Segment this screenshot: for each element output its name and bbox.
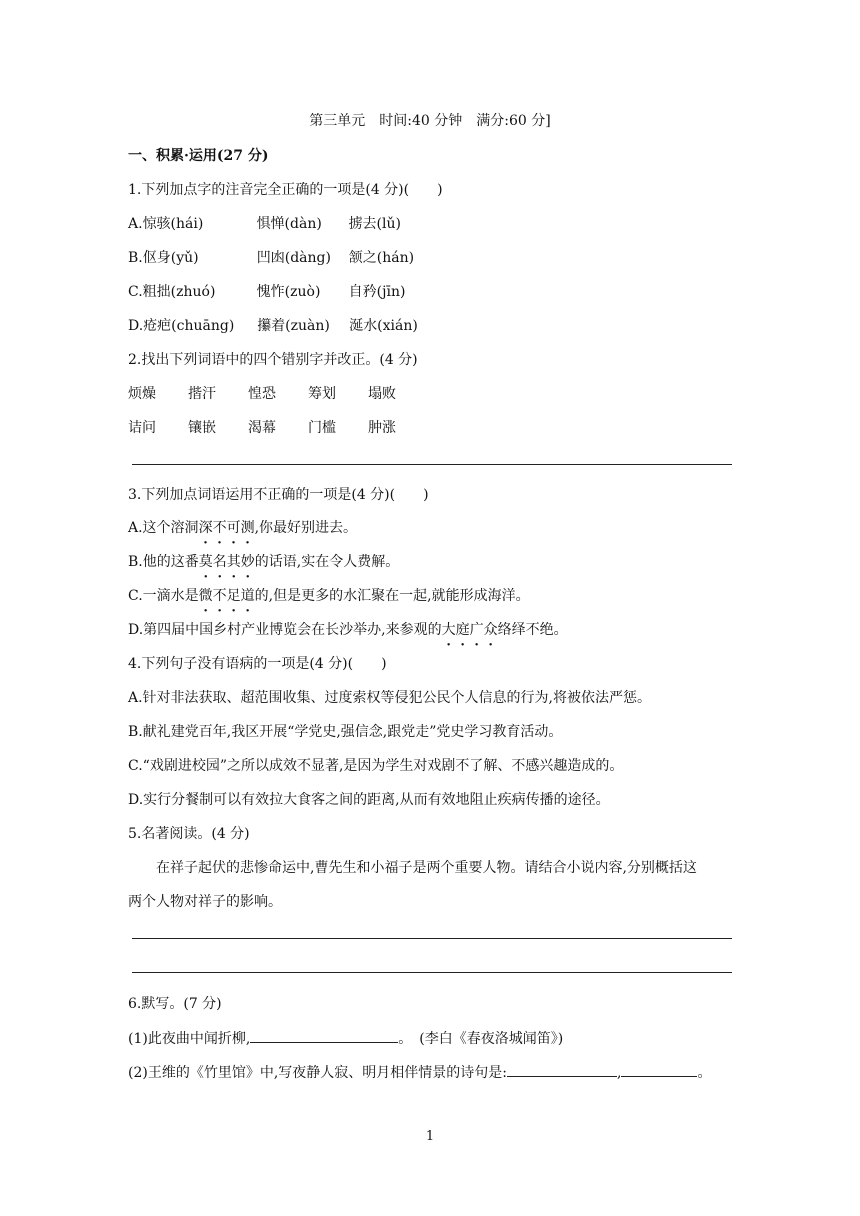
q1-option-a [128, 214, 401, 234]
emphasis-char: 其 [226, 554, 241, 570]
option-word: 伛身(yǔ) [142, 250, 199, 266]
q4-option-b: B.献礼建党百年,我区开展“学党史,强信念,跟党走”党史学习教育活动。 [128, 724, 563, 740]
word: 筹划 [308, 386, 336, 402]
q4-option-a: A.针对非法获取、超范围收集、过度索权等侵犯公民个人信息的行为,将被依法严惩。 [128, 690, 652, 706]
section-heading: 一、积累·运用(27 分) [128, 148, 269, 164]
emphasis-char: 妙 [240, 554, 255, 570]
emphasis-char: 莫 [198, 554, 213, 570]
q6-item-2 [128, 1062, 711, 1083]
emphasis-char: 名 [212, 554, 227, 570]
q1-option-d [128, 316, 418, 336]
q3-option-a [128, 518, 357, 538]
q2-words-row-2 [128, 418, 428, 438]
q3-stem: 3.下列加点词语运用不正确的一项是(4 分)( ) [128, 487, 429, 503]
q4-option-c: C.“戏剧进校园”之所以成效不显著,是因为学生对戏剧不了解、不感兴趣造成的。 [128, 758, 624, 774]
option-word: 自矜(jīn) [348, 284, 406, 300]
word: 烦燥 [128, 386, 156, 402]
emphasis-char: 众 [483, 622, 498, 638]
dotted-word [442, 622, 498, 638]
word: 诘问 [128, 420, 156, 436]
option-word: 惧惮(dàn) [256, 216, 322, 232]
option-word: 愧怍(zuò) [256, 284, 321, 300]
page-title: 第三单元 时间:40 分钟 满分:60 分] [309, 113, 551, 129]
dotted-word [199, 554, 255, 570]
emphasis-char: 深 [198, 520, 213, 536]
option-word: 掳去(lǔ) [348, 216, 401, 232]
answer-line[interactable] [132, 938, 732, 939]
q2-words-row-1 [128, 384, 428, 404]
text: (2)王维的《竹里馆》中,写夜静人寂、明月相伴情景的诗句是: [128, 1065, 507, 1081]
emphasis-char: 不 [212, 588, 227, 604]
text: ,你最好别进去。 [254, 520, 358, 536]
option-letter: A. [128, 216, 143, 232]
dotted-word [199, 520, 255, 536]
word: 门槛 [308, 420, 336, 436]
word: 镶嵌 [188, 420, 216, 436]
q4-option-d: D.实行分餐制可以有效拉大食客之间的距离,从而有效地阻止疾病传播的途径。 [128, 792, 610, 808]
emphasis-char: 测 [240, 520, 255, 536]
q3-option-b [128, 552, 399, 572]
option-letter: B. [128, 250, 143, 266]
fill-blank[interactable] [250, 1028, 398, 1043]
emphasis-char: 广 [469, 622, 484, 638]
option-word: 颔之(hán) [348, 250, 415, 266]
text: (1)此夜曲中闻折柳, [128, 1031, 251, 1047]
text: A.这个溶洞 [128, 520, 199, 536]
q5-paragraph-line-2: 两个人物对祥子的影响。 [128, 894, 282, 910]
emphasis-char: 可 [226, 520, 241, 536]
q5-paragraph-line-1: 在祥子起伏的悲惨命运中,曹先生和小福子是两个重要人物。请结合小说内容,分别概括这 [156, 860, 697, 876]
q1-stem: 1.下列加点字的注音完全正确的一项是(4 分)( ) [128, 182, 443, 198]
word: 塌败 [368, 386, 396, 402]
word: 渴幕 [248, 420, 276, 436]
word: 惶恐 [248, 386, 276, 402]
option-word: 攥着(zuàn) [257, 318, 330, 334]
text: 。 (李白《春夜洛城闻笛》) [398, 1031, 564, 1047]
q5-stem: 5.名著阅读。(4 分) [128, 826, 250, 842]
emphasis-char: 足 [226, 588, 241, 604]
text: 的,但是更多的水汇聚在一起,就能形成海洋。 [254, 588, 530, 604]
page-number: 1 [425, 1129, 435, 1144]
q6-item-1 [128, 1028, 563, 1049]
emphasis-char: 庭 [455, 622, 470, 638]
emphasis-char: 不 [212, 520, 227, 536]
option-letter: D. [128, 318, 144, 334]
word: 肿涨 [368, 420, 396, 436]
option-letter: C. [128, 284, 143, 300]
text: B.他的这番 [128, 554, 199, 570]
q3-option-d [128, 620, 568, 640]
option-word: 粗拙(zhuó) [142, 284, 216, 300]
text: D.第四届中国乡村产业博览会在长沙举办,来参观的 [128, 622, 442, 638]
q2-stem: 2.找出下列词语中的四个错别字并改正。(4 分) [128, 352, 418, 368]
text: C.一滴水是 [128, 588, 199, 604]
text: , [617, 1065, 622, 1081]
option-word: 凹凼(dàng) [256, 250, 331, 266]
answer-line[interactable] [132, 972, 732, 973]
q3-option-c [128, 586, 530, 606]
text: 。 [697, 1065, 712, 1081]
q1-option-b [128, 248, 414, 268]
q1-option-c [128, 282, 405, 302]
answer-line[interactable] [132, 464, 732, 465]
option-word: 惊骇(hái) [142, 216, 204, 232]
q6-stem: 6.默写。(7 分) [128, 996, 222, 1012]
text: 的话语,实在令人费解。 [254, 554, 400, 570]
emphasis-char: 道 [240, 588, 255, 604]
fill-blank[interactable] [621, 1062, 697, 1077]
option-word: 涎水(xián) [349, 318, 418, 334]
emphasis-char: 大 [441, 622, 456, 638]
q4-stem: 4.下列句子没有语病的一项是(4 分)( ) [128, 656, 387, 672]
text: 络绎不绝。 [497, 622, 568, 638]
word: 揩汗 [188, 386, 216, 402]
dotted-word [199, 588, 255, 604]
fill-blank[interactable] [507, 1062, 617, 1077]
emphasis-char: 微 [198, 588, 213, 604]
option-word: 疮疤(chuāng) [143, 318, 235, 334]
